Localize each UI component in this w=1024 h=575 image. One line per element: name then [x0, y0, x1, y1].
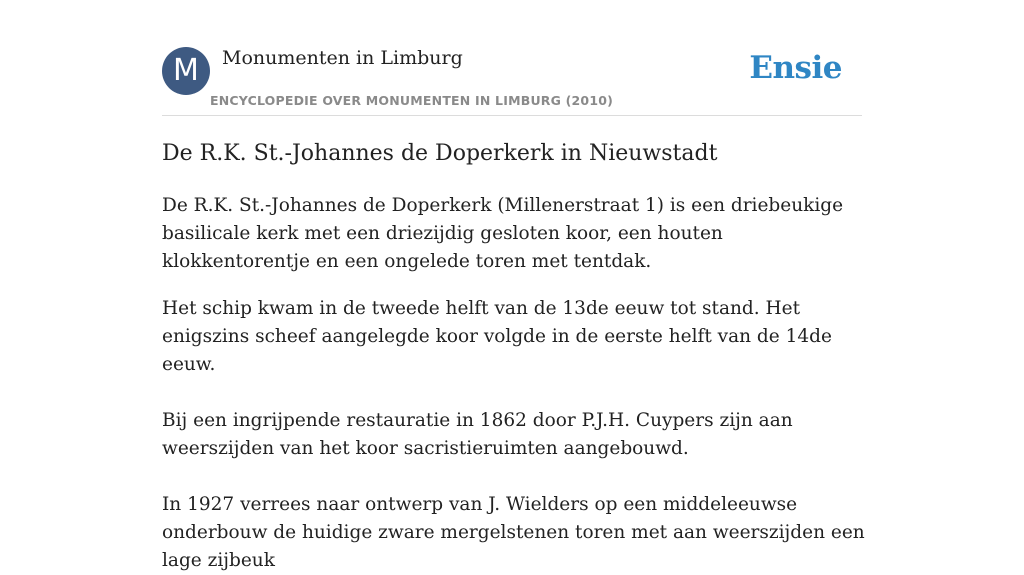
avatar[interactable]: M [162, 47, 210, 95]
paragraph: In 1927 verrees naar ontwerp van J. Wielders op een middeleeuwse onderbouw de huidige zware mergelstenen toren met aan weerszijden een lage zijbeuk [162, 494, 865, 571]
paragraph: Het schip kwam in de tweede helft van de 13de eeuw tot stand. Het enigszins scheef aangelegde koor volgde in de eerste helft van de 14de eeuw. [162, 298, 832, 375]
header [162, 46, 862, 116]
paragraph: De R.K. St.-Johannes de Doperkerk (Millenerstraat 1) is een driebeukige basilicale kerk met een driezijdig gesloten koor, een houten klokkentorentje en een ongelede toren met tentdak. [162, 195, 844, 272]
site-subtitle: ENCYCLOPEDIE OVER MONUMENTEN IN LIMBURG (2010) [210, 93, 614, 108]
article-title: De R.K. St.-Johannes de Doperkerk in Nieuwstadt [162, 141, 718, 166]
article-body [162, 192, 870, 575]
paragraph: Bij een ingrijpende restauratie in 1862 door P.J.H. Cuypers zijn aan weerszijden van het koor sacristieruimten aangebouwd. [162, 410, 793, 459]
site-title[interactable]: Monumenten in Limburg [222, 47, 463, 69]
brand-logo[interactable]: Ensie [749, 50, 842, 86]
